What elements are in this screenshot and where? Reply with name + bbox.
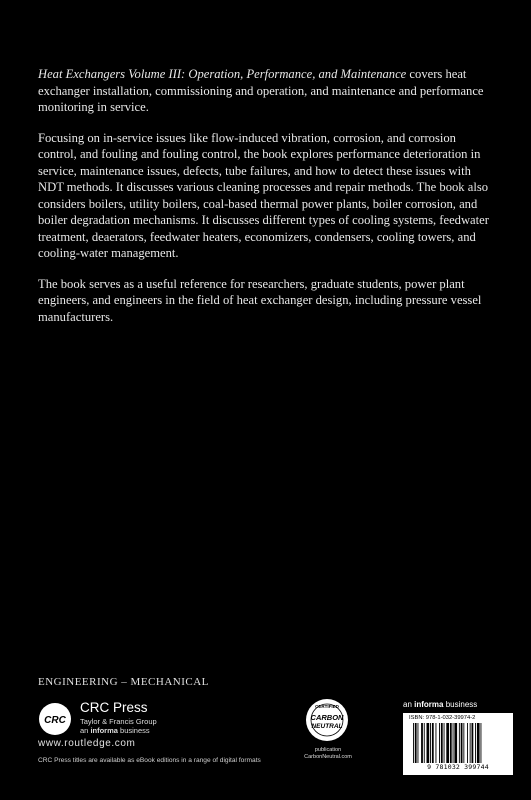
crc-logo-text: CRC <box>44 715 66 726</box>
barcode-bar <box>430 723 431 763</box>
barcode-bar <box>436 723 437 763</box>
neutral-text: NEUTRAL <box>311 723 343 730</box>
informa-an-2: an <box>403 700 412 709</box>
description-paragraph-1 <box>38 66 495 116</box>
barcode-bar <box>427 723 430 763</box>
barcode-bar <box>441 723 443 763</box>
publisher-url: www.routledge.com <box>38 738 136 749</box>
back-cover-description <box>38 66 495 339</box>
barcode-bar <box>453 723 454 763</box>
barcode-bar <box>415 723 417 763</box>
barcode-bar <box>475 723 476 763</box>
barcode-bar <box>432 723 434 763</box>
crc-press-logo-icon <box>38 702 72 736</box>
book-title-italic: Heat Exchangers Volume III: Operation, Performance, and Maintenance <box>38 67 407 81</box>
description-paragraph-2: Focusing on in-service issues like flow-induced vibration, corrosion, and corrosion control, and fouling and fouling control, the book explores performance deterioration in service, maintenance issues, defects, tube failures, and how to detect these issues with NDT methods. It discusses various cleaning processes and repair methods. The book also considers boilers, utility boilers, coal-based thermal power plants, boiler corrosion, and boiler degradation mechanisms. It discusses different types of cooling systems, feedwater treatment, deaerators, feedwater heaters, economizers, condensers, cooling towers, and cooling-water management. <box>38 130 489 260</box>
informa-word: informa <box>90 726 118 735</box>
carbon-certified-text: CERTIFIED <box>315 704 339 709</box>
barcode-bar <box>467 723 468 763</box>
publisher-group: Taylor & Francis Group <box>80 717 157 726</box>
isbn-barcode <box>403 713 513 775</box>
publisher-name: CRC Press <box>80 700 148 715</box>
barcode-bar <box>418 723 419 763</box>
barcode-bar <box>413 723 414 763</box>
barcode-bar <box>481 723 482 763</box>
publisher-block <box>38 698 258 758</box>
barcode-bar <box>439 723 440 763</box>
isbn-number: ISBN: 978-1-032-39974-2 <box>409 715 476 721</box>
barcode-bar <box>470 723 471 763</box>
informa-word-2: informa <box>414 700 444 709</box>
carbon-neutral-badge <box>298 697 358 767</box>
carbon-site: CarbonNeutral.com <box>304 754 352 760</box>
barcode-bar <box>454 723 457 763</box>
carbon-neutral-logo-icon <box>304 697 350 743</box>
barcode-bar <box>421 723 423 763</box>
barcode-bar <box>450 723 452 763</box>
subject-category: ENGINEERING – MECHANICAL <box>38 676 209 688</box>
carbon-publication-label <box>298 747 358 761</box>
description-paragraph-3: The book serves as a useful reference for researchers, graduate students, power plant engineers, and engineers in the field of heat exchanger design, including pressure vessel manufacturers. <box>38 276 482 324</box>
carbon-publication-word: publication <box>314 747 342 753</box>
barcode-bar <box>446 723 449 763</box>
description-paragraph-1-rest: covers heat exchanger installation, commissioning and operation, and maintenance and performance monitoring in service. <box>38 67 484 114</box>
barcode-bar <box>424 723 425 763</box>
carbon-text: CARBON <box>310 713 344 722</box>
barcode-digits: 9 781032 399744 <box>427 763 489 771</box>
barcode-bar <box>459 723 460 763</box>
barcode-bar <box>444 723 445 763</box>
barcode-bar <box>472 723 474 763</box>
barcode-bar <box>461 723 463 763</box>
informa-business-2: business <box>445 700 478 709</box>
ebook-note: CRC Press titles are available as eBook editions in a range of digital formats <box>38 757 261 764</box>
barcode-bar <box>477 723 480 763</box>
informa-an: an <box>80 726 89 735</box>
publisher-informa-line <box>80 726 150 735</box>
informa-business-label <box>403 700 477 709</box>
barcode-bars <box>413 723 505 763</box>
barcode-bar <box>463 723 464 763</box>
informa-business: business <box>120 726 150 735</box>
